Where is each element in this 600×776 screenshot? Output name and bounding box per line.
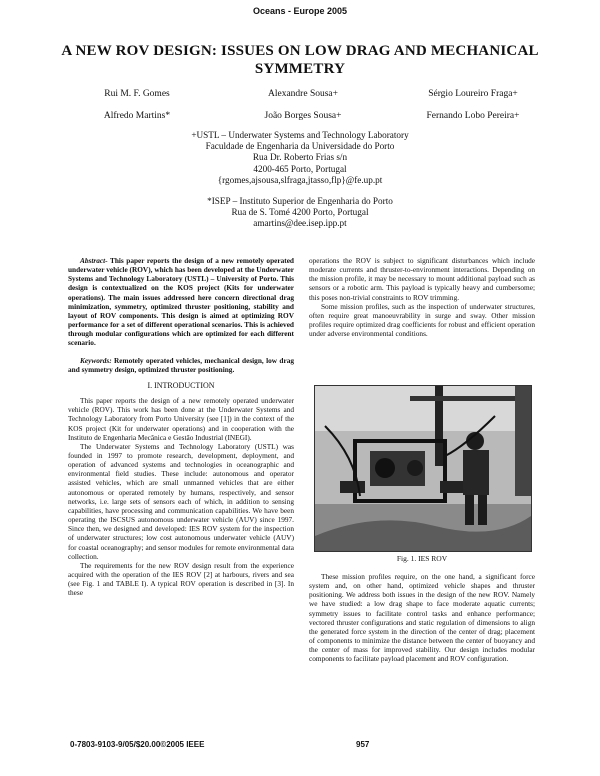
affiliation-isep [0, 196, 600, 230]
page-number: 957 [356, 740, 370, 749]
author-name: Fernando Lobo Pereira+ [426, 111, 520, 121]
intro-paragraph: This paper reports the design of a new remotely operated underwater vehicle (ROV). This work has been done at the Underwater Systems and Technology Laboratory from Porto University (see [1]) in the context of the KOS project (Kit for underwater operations) and in cooperation with the Instituto de Engenharia Mecânica e Gestão Industrial (INEGI). [68, 396, 294, 442]
abstract-label: Abstract [80, 256, 106, 265]
affiliation-line: +USTL – Underwater Systems and Technology Laboratory [191, 130, 409, 140]
intro-paragraph: The Underwater Systems and Technology Laboratory (USTL) was founded in 1997 to promote research, development, deployment, and operation of advanced systems and technologies in oceanographic and environmental field studies. These include: autonomous and operator assisted vehicles, which are small unmanned vehicles that are either autonomous or operated remotely by humans, respectively, and sensor networks, i.e. large sets of sensors each of which, in addition to sensing capabilities, have processing and communication capabilities. We have been operating the ISCSUS autonomous underwater vehicle (AUV) since 1997. Since then, we designed and developed: IES ROV system for the inspection of underwater structures; low cost autonomous underwater vehicle (AUV) for coastal oceanography; and sensor modules for remote environmental data collection. [68, 441, 294, 561]
intro-paragraph: The requirements for the new ROV design result from the experience acquired with the operation of the IES ROV [2] at harbours, rivers and sea (see Fig. 1 and TABLE I). A typical ROV operation is described in [3]. In these [68, 560, 294, 598]
keywords-label: Keywords: [80, 355, 112, 365]
affiliation-line: Rua de S. Tomé 4200 Porto, Portugal [231, 207, 369, 218]
left-column [68, 256, 294, 597]
footer-isbn: 0-7803-9103-9/05/$20.00©2005 IEEE [70, 740, 205, 749]
affiliation-line: Faculdade de Engenharia da Universidade do Porto [205, 141, 395, 152]
rov-photo [314, 385, 532, 552]
body-paragraph: These mission profiles require, on the one hand, a significant force system and, on other hand, optimized vehicle shapes and thruster positioning. We address both issues in the design of the new ROV. Namely we have studied: a low drag shape to face moderate aquatic currents; symmetry issues to facilitate control tasks and enhance performance; vectored thruster configurations and static regulation of dimensions to align the generated force system in the direction of the center of drag; placement of components to minimize the distance between the center of buoyancy and the center of mass for improved stability. Our design includes modular components to facilitate payload placement and ROV configuration. [309, 572, 535, 664]
rov-photo-illustration [315, 386, 531, 551]
right-column-bottom [309, 572, 535, 664]
author-name: Alexandre Sousa+ [268, 89, 338, 99]
affiliation-ustl [0, 130, 600, 186]
affiliation-email: amartins@dee.isep.ipp.pt [253, 218, 347, 229]
body-paragraph: Some mission profiles, such as the inspection of underwater structures, often require great manoeuvrability in surge and sway. Other mission profiles require optimized drag coefficients for robust and efficient operation under adverse environmental conditions. [309, 301, 535, 339]
affiliation-line: 4200-465 Porto, Portugal [253, 163, 347, 174]
keywords [68, 356, 294, 374]
keywords-text: Remotely operated vehicles, mechanical design, low drag and symmetry design, optimized thruster positioning. [68, 355, 294, 374]
affiliation-email: {rgomes,ajsousa,slfraga,jtasso,flp}@fe.up.pt [217, 174, 383, 185]
conference-header: Oceans - Europe 2005 [252, 6, 348, 16]
paper-title: A NEW ROV DESIGN: ISSUES ON LOW DRAG AND MECHANICAL SYMMETRY [61, 43, 539, 77]
right-column-top [309, 256, 535, 338]
author-name: Rui M. F. Gomes [104, 89, 170, 99]
abstract-text: - This paper reports the design of a new remotely operated underwater vehicle (ROV), which has been developed at the Underwater Systems and Technology Laboratory (USTL) – University of Porto. This design is contextualized on the KOS project (Kits for underwater operations). The main issues addressed here concern directional drag minimization, symmetry, optimized thruster positioning, stability and layout of ROV components. This design is aimed at optimizing ROV performance for a set of different operational scenarios. This is achieved through modular configurations which are optimized for each different scenario. [68, 256, 294, 348]
figure-caption: Fig. 1. IES ROV [396, 554, 448, 563]
author-name: João Borges Sousa+ [264, 111, 342, 121]
author-name: Alfredo Martins* [103, 111, 171, 121]
author-name: Sérgio Loureiro Fraga+ [428, 89, 518, 99]
affiliation-line: *ISEP – Instituto Superior de Engenharia do Porto [207, 196, 393, 206]
section-heading: I. INTRODUCTION [147, 380, 215, 390]
body-paragraph: operations the ROV is subject to significant disturbances which include moderate currents and thruster-to-environment interactions. Depending on the mission profile, it may be necessary to mount additional payload such as sensors or a robotic arm. This payload is typically heavy and cumbersome; this poses non-trivial constraints to ROV trimming. [309, 256, 535, 302]
affiliation-line: Rua Dr. Roberto Frias s/n [252, 152, 348, 163]
abstract [68, 256, 294, 348]
